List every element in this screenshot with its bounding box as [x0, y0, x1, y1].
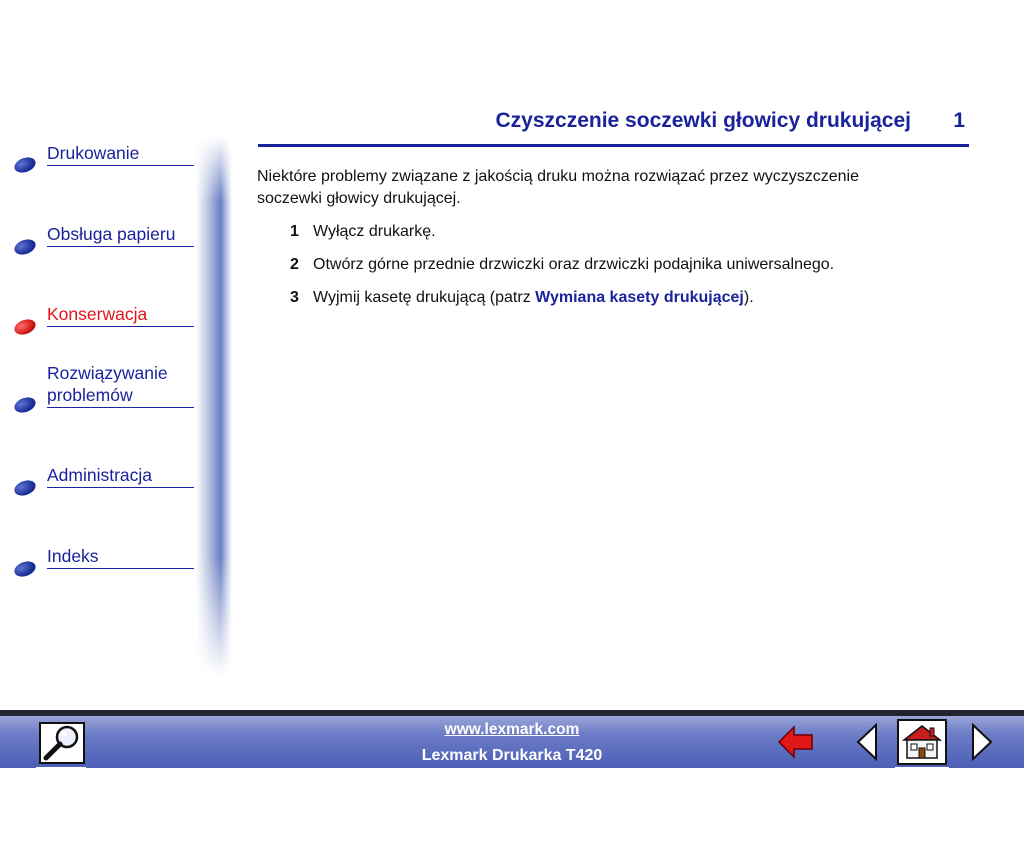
step-item — [290, 287, 970, 309]
step-text: Wyłącz drukarkę. — [313, 223, 436, 240]
previous-page-button[interactable] — [855, 723, 879, 761]
sidebar-item-konserwacja[interactable] — [0, 302, 194, 342]
step-text-end: ). — [743, 289, 754, 306]
step-text: Wyjmij kasetę drukującą (patrz — [313, 289, 536, 306]
next-page-button[interactable] — [970, 723, 994, 761]
sidebar-item-rozwiazywanie-problemow[interactable] — [0, 362, 194, 418]
sidebar-item-label: Obsługa papieru — [47, 223, 194, 247]
sidebar-item-label: Konserwacja — [47, 303, 194, 327]
page-title: Czyszczenie soczewki głowicy drukującej — [495, 109, 911, 132]
footer-bar — [0, 710, 1024, 768]
product-name: Lexmark Drukarka T420 — [421, 747, 603, 764]
bullet-icon — [12, 317, 37, 338]
intro-paragraph: Niektóre problemy związane z jakością druku można rozwiązać przez wyczyszczenie soczewki głowicy drukującej. — [257, 168, 860, 207]
sidebar-item-obsluga-papieru[interactable] — [0, 222, 194, 262]
bullet-icon — [12, 395, 37, 416]
step-number: 1 — [290, 223, 299, 240]
sidebar-item-label: Indeks — [47, 545, 194, 569]
sidebar-item-administracja[interactable] — [0, 463, 194, 503]
bullet-icon — [12, 237, 37, 258]
sidebar-item-label: Drukowanie — [47, 142, 194, 166]
step-text: Otwórz górne przednie drzwiczki oraz drzwiczki podajnika uniwersalnego. — [313, 256, 835, 273]
triangle-right-icon — [970, 723, 994, 761]
bullet-icon — [12, 155, 37, 176]
page-header — [258, 108, 969, 147]
sidebar-item-label: Administracja — [47, 464, 194, 488]
house-icon — [895, 718, 953, 770]
sidebar-shadow — [196, 136, 232, 676]
sidebar-item-label: Rozwiązywanie problemów — [47, 362, 194, 408]
back-button[interactable] — [777, 724, 815, 760]
step-number: 2 — [290, 256, 299, 273]
home-button[interactable] — [895, 718, 953, 770]
wymiana-kasety-link[interactable]: Wymiana kasety drukującej — [535, 289, 744, 306]
bullet-icon — [12, 559, 37, 580]
sidebar-item-drukowanie[interactable] — [0, 140, 194, 180]
website-link[interactable]: www.lexmark.com — [444, 721, 580, 738]
red-left-arrow-icon — [777, 724, 815, 760]
step-number: 3 — [290, 289, 299, 306]
page-number: 1 — [953, 109, 965, 132]
triangle-left-icon — [855, 723, 879, 761]
step-item — [290, 221, 970, 243]
step-item — [290, 254, 970, 276]
sidebar-item-indeks[interactable] — [0, 544, 194, 584]
bullet-icon — [12, 478, 37, 499]
